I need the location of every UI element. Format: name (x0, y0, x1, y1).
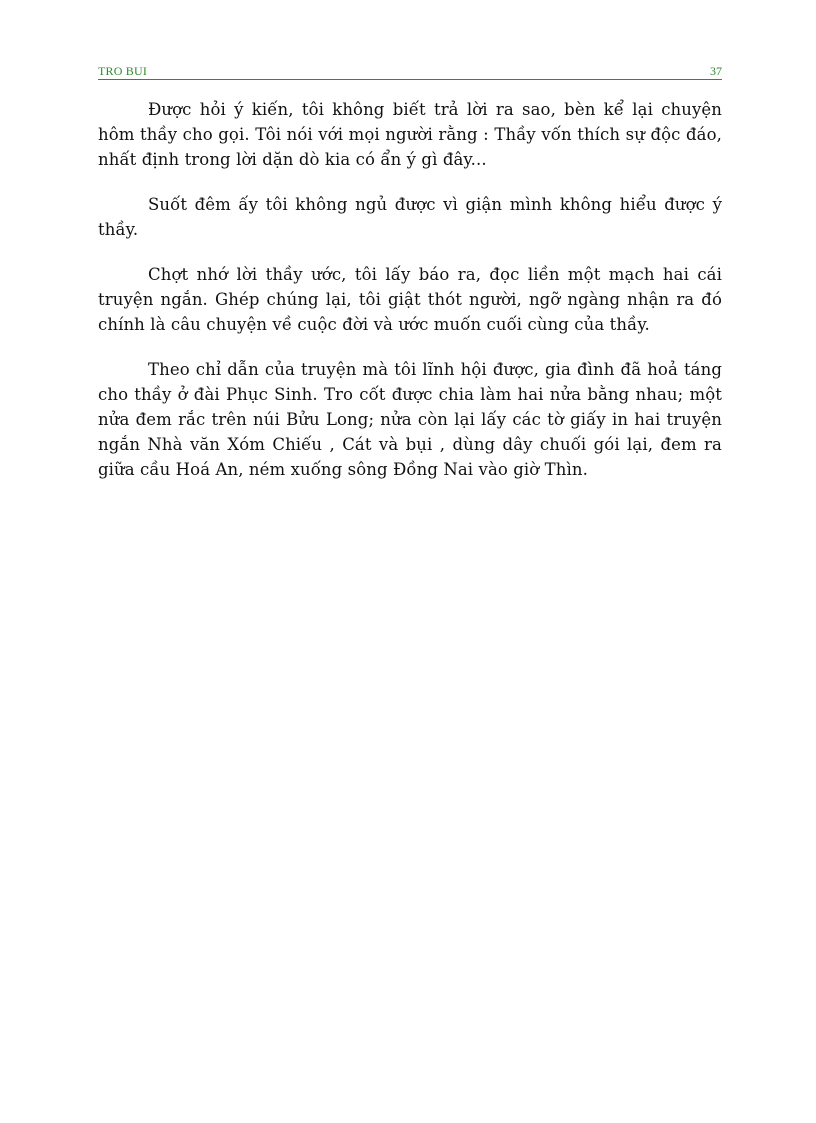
paragraph: Theo chỉ dẫn của truyện mà tôi lĩnh hội được, gia đình đã hoả táng cho thầy ở đài Phục Sinh. Tro cốt được chia làm hai nửa bằng nhau; một nửa đem rắc trên núi Bửu Long; nửa còn lại lấy các tờ giấy in hai truyện ngắn Nhà văn Xóm Chiếu , Cát và bụi , dùng dây chuối gói lại, đem ra giữa cầu Hoá An, ném xuống sông Đồng Nai vào giờ Thìn. (98, 360, 722, 479)
header-title: TRO BUI (98, 64, 148, 78)
paragraph: Được hỏi ý kiến, tôi không biết trả lời ra sao, bèn kể lại chuyện hôm thầy cho gọi. Tôi nói với mọi người rằng : Thầy vốn thích sự độc đáo, nhất định trong lời dặn dò kia có ẩn ý gì đây... (98, 100, 722, 169)
page-header (98, 63, 722, 80)
paragraph: Suốt đêm ấy tôi không ngủ được vì giận mình không hiểu được ý thầy. (98, 195, 722, 239)
page-number: 37 (710, 64, 722, 78)
paragraph: Chợt nhớ lời thầy ước, tôi lấy báo ra, đọc liền một mạch hai cái truyện ngắn. Ghép chúng lại, tôi giật thót người, ngỡ ngàng nhận ra đó chính là câu chuyện về cuộc đời và ước muốn cuối cùng của thầy. (98, 265, 722, 334)
page-body (98, 97, 722, 502)
